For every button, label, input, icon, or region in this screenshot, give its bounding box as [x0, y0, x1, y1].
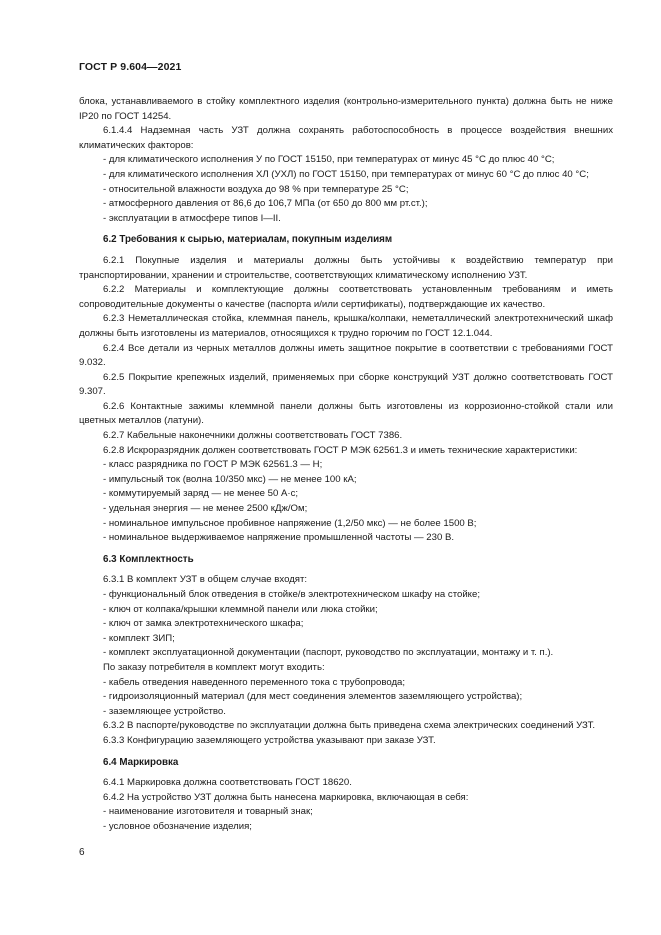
paragraph: 6.2.6 Контактные зажимы клеммной панели должны быть изготовлены из коррозионно-стойкой стали или цветных металлов (латуни).: [79, 400, 613, 427]
section-heading: 6.2 Требования к сырью, материалам, покупным изделиям: [103, 234, 393, 246]
page-number: 6: [79, 847, 85, 858]
list-item: - комплект ЗИП;: [103, 632, 175, 644]
list-item: - для климатического исполнения ХЛ (УХЛ) по ГОСТ 15150, при температурах от минус 60 °С до плюс 40 °С;: [103, 168, 589, 180]
list-item: - функциональный блок отведения в стойке/в электротехническом шкафу на стойке;: [103, 589, 480, 600]
section-heading: 6.4 Маркировка: [103, 756, 179, 768]
paragraph: 6.2.2 Материалы и комплектующие должны соответствовать установленным требованиям и иметь сопроводительные документы о качестве (паспорта и/или сертификаты), подтверждающие их качество.: [79, 284, 613, 310]
list-item: - заземляющее устройство.: [103, 705, 226, 717]
list-item: - ключ от замка электротехнического шкафа;: [103, 618, 304, 630]
list-item: - атмосферного давления от 86,6 до 106,7 МПа (от 650 до 800 мм рт.ст.);: [103, 198, 428, 210]
paragraph: 6.1.4.4 Надземная часть УЗТ должна сохранять работоспособность в процессе воздействия внешних климатических факторов:: [79, 125, 613, 151]
paragraph: 6.2.4 Все детали из черных металлов должны иметь защитное покрытие в соответствии с требованиями ГОСТ 9.032.: [79, 342, 613, 369]
list-item: - комплект эксплуатационной документации (паспорт, руководство по эксплуатации, монтажу и т. п.).: [103, 647, 554, 659]
section-heading: 6.3 Комплектность: [103, 553, 194, 565]
paragraph: 6.4.1 Маркировка должна соответствовать ГОСТ 18620.: [103, 777, 352, 789]
paragraph: 6.2.5 Покрытие крепежных изделий, применяемых при сборке конструкций УЗТ должно соответствовать ГОСТ 9.307.: [79, 371, 613, 398]
list-item: - эксплуатации в атмосфере типов I—II.: [103, 212, 281, 224]
paragraph: 6.3.3 Конфигурацию заземляющего устройства указывают при заказе УЗТ.: [103, 734, 436, 746]
list-item: - относительной влажности воздуха до 98 % при температуре 25 °С;: [103, 183, 409, 195]
list-item: - номинальное выдерживаемое напряжение промышленной частоты — 230 В.: [103, 532, 455, 544]
list-item: - номинальное импульсное пробивное напряжение (1,2/50 мкс) — не более 1500 В;: [103, 517, 477, 529]
list-item: - гидроизоляционный материал (для мест соединения элементов заземляющего устройства);: [103, 691, 523, 703]
document-body: [79, 95, 613, 835]
list-item: - коммутируемый заряд — не менее 50 А·с;: [103, 488, 299, 500]
list-item: - импульсный ток (волна 10/350 мкс) — не менее 100 кА;: [103, 473, 357, 485]
list-item: - наименование изготовителя и товарный знак;: [103, 806, 313, 818]
paragraph: 6.2.8 Искроразрядник должен соответствовать ГОСТ Р МЭК 62561.3 и иметь технические характеристики:: [103, 444, 578, 456]
list-item: - для климатического исполнения У по ГОСТ 15150, при температурах от минус 45 °С до плюс 40 °С;: [103, 154, 555, 166]
document-header: ГОСТ Р 9.604—2021: [79, 61, 182, 73]
paragraph: 6.3.2 В паспорте/руководстве по эксплуатации должна быть приведена схема электрических соединений УЗТ.: [103, 720, 596, 732]
paragraph: 6.4.2 На устройство УЗТ должна быть нанесена маркировка, включающая в себя:: [103, 791, 469, 803]
paragraph: По заказу потребителя в комплект могут входить:: [103, 661, 325, 673]
paragraph: 6.2.3 Неметаллическая стойка, клеммная панель, крышка/колпаки, неметаллический электротехнический шкаф должны быть изготовлены из материалов, относящихся к трудно горючим по ГОСТ 12.1.044.: [79, 313, 613, 339]
list-item: - ключ от колпака/крышки клеммной панели или люка стойки;: [103, 603, 378, 615]
list-item: - удельная энергия — не менее 2500 кДж/Ом;: [103, 503, 308, 515]
list-item: - условное обозначение изделия;: [103, 820, 252, 832]
paragraph: блока, устанавливаемого в стойку комплектного изделия (контрольно-измерительного пункта) должна быть не ниже IP20 по ГОСТ 14254.: [79, 96, 613, 122]
paragraph: 6.2.1 Покупные изделия и материалы должны быть устойчивы к воздействию температур при транспортировании, хранении и строительстве, соответствующих климатическому исполнению УЗТ.: [79, 254, 613, 281]
paragraph: 6.3.1 В комплект УЗТ в общем случае входят:: [103, 574, 308, 586]
paragraph: 6.2.7 Кабельные наконечники должны соответствовать ГОСТ 7386.: [103, 430, 403, 442]
list-item: - класс разрядника по ГОСТ Р МЭК 62561.3 — Н;: [103, 459, 323, 471]
list-item: - кабель отведения наведенного переменного тока с трубопровода;: [103, 676, 406, 688]
